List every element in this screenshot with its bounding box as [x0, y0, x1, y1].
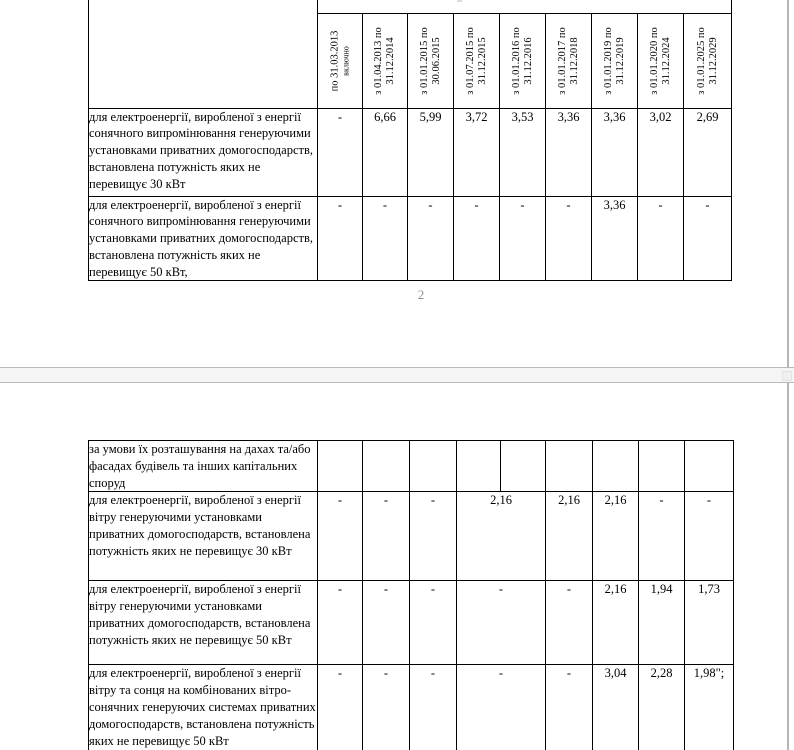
row-label: за умови їх розташування на дахах та/або фасадах будівель та інших капітальних споруд — [89, 441, 318, 492]
tariff-value-cell: 5,99 — [408, 108, 454, 196]
page-break-marker-icon — [782, 371, 792, 381]
period-line1: з 01.01.2015 по — [418, 26, 430, 95]
tariff-value-cell: - — [546, 665, 593, 750]
tariff-value-cell — [501, 441, 546, 492]
period-column-header — [684, 13, 732, 108]
document-page-2 — [0, 0, 794, 367]
page-break-gap — [0, 367, 794, 383]
clipped-header-text-fragment — [457, 0, 462, 2]
period-line1: з 01.01.2020 по — [648, 26, 660, 95]
period-column-header — [363, 13, 408, 108]
period-line2: 31.12.2019 — [614, 36, 626, 85]
period-line2: 31.12.2015 — [476, 36, 488, 85]
row-label: для електроенергії, виробленої з енергії сонячного випромінювання генеруючими установками приватних домогосподарств, встановлена потужність яких не перевищує 50 кВт, — [89, 196, 318, 281]
tariff-value-cell: - — [363, 581, 410, 665]
period-column-header — [546, 13, 592, 108]
table-title-cell — [318, 0, 732, 13]
tariff-value-cell: 3,72 — [454, 108, 500, 196]
period-line2: 31.12.2018 — [568, 36, 580, 85]
period-line1: з 01.07.2015 по — [464, 26, 476, 95]
row-label: для електроенергії, виробленої з енергії вітру та сонця на комбінованих вітро-сонячних генеруючих системах приватних домогосподарств, встановлена потужність яких не перевищує 50 кВт — [89, 665, 318, 750]
tariff-value-cell-merged: - — [457, 581, 546, 665]
tariff-value-cell: - — [685, 492, 734, 581]
period-line2: 31.12.2014 — [385, 36, 396, 85]
tariff-value-cell: - — [638, 196, 684, 281]
tariff-value-cell — [410, 441, 457, 492]
table-row — [89, 581, 734, 665]
tariff-value-cell: 2,69 — [684, 108, 732, 196]
tariff-value-cell: - — [363, 196, 408, 281]
tariff-value-cell: 1,98"; — [685, 665, 734, 750]
tariff-value-cell: - — [363, 665, 410, 750]
period-line1: по 31.03.2013 — [329, 30, 341, 91]
period-column-header — [638, 13, 684, 108]
tariff-value-cell: - — [454, 196, 500, 281]
table-row — [89, 441, 734, 492]
tariff-value-cell: - — [318, 108, 363, 196]
tariff-value-cell: - — [408, 196, 454, 281]
period-column-header — [454, 13, 500, 108]
tariff-value-cell: 1,94 — [639, 581, 685, 665]
table-row — [89, 492, 734, 581]
period-line1: з 01.01.2016 по — [510, 26, 522, 95]
page-right-edge — [787, 0, 789, 367]
tariff-table-page3 — [88, 440, 734, 750]
period-line1: з 01.01.2017 по — [556, 26, 568, 95]
tariff-value-cell: - — [639, 492, 685, 581]
tariff-value-cell — [685, 441, 734, 492]
tariff-value-cell: - — [546, 581, 593, 665]
tariff-value-cell: 6,66 — [363, 108, 408, 196]
tariff-value-cell: - — [363, 492, 410, 581]
period-line2: включно — [341, 45, 351, 76]
tariff-value-cell: - — [318, 581, 363, 665]
tariff-value-cell: - — [684, 196, 732, 281]
row-label: для електроенергії, виробленої з енергії вітру генеруючими установками приватних домогосподарств, встановлена потужність яких не перевищує 50 кВт — [89, 581, 318, 665]
row-label: для електроенергії, виробленої з енергії сонячного випромінювання генеруючими установками приватних домогосподарств, встановлена потужність яких не перевищує 30 кВт — [89, 108, 318, 196]
tariff-value-cell-merged: - — [457, 665, 546, 750]
tariff-value-cell: - — [546, 196, 592, 281]
table-row — [89, 108, 732, 196]
period-column-header — [500, 13, 546, 108]
table-row — [89, 665, 734, 750]
tariff-value-cell: - — [318, 665, 363, 750]
tariff-value-cell: - — [500, 196, 546, 281]
tariff-value-cell — [546, 441, 593, 492]
tariff-value-cell: 3,02 — [638, 108, 684, 196]
tariff-value-cell — [593, 441, 639, 492]
tariff-value-cell — [639, 441, 685, 492]
tariff-value-cell: 2,16 — [593, 581, 639, 665]
period-line2: 31.12.2029 — [707, 36, 719, 85]
document-page-3 — [0, 383, 794, 750]
period-column-header — [592, 13, 638, 108]
row-label: для електроенергії, виробленої з енергії вітру генеруючими установками приватних домогосподарств, встановлена потужність яких не перевищує 30 кВт — [89, 492, 318, 581]
period-line2: 31.12.2016 — [522, 36, 534, 85]
tariff-value-cell: - — [318, 196, 363, 281]
tariff-value-cell: 2,16 — [593, 492, 639, 581]
tariff-value-cell: 2,16 — [546, 492, 593, 581]
tariff-value-cell: - — [410, 581, 457, 665]
tariff-value-cell: 3,53 — [500, 108, 546, 196]
tariff-value-cell — [457, 441, 501, 492]
page-right-edge — [787, 383, 789, 750]
tariff-value-cell: 1,73 — [685, 581, 734, 665]
tariff-value-cell-merged: 2,16 — [457, 492, 546, 581]
tariff-value-cell — [318, 441, 363, 492]
table-corner-cell — [89, 0, 318, 108]
table-row — [89, 196, 732, 281]
tariff-value-cell: - — [318, 492, 363, 581]
tariff-value-cell: - — [410, 665, 457, 750]
tariff-value-cell: 3,36 — [546, 108, 592, 196]
page-number: 2 — [417, 287, 425, 302]
period-line2: 30.06.2015 — [430, 36, 442, 85]
period-line2: 31.12.2024 — [660, 36, 672, 85]
period-column-header — [318, 13, 363, 108]
tariff-value-cell: 3,04 — [593, 665, 639, 750]
period-line1: з 01.01.2019 по — [602, 26, 614, 95]
tariff-value-cell — [363, 441, 410, 492]
tariff-table-page2 — [88, 0, 732, 281]
tariff-value-cell: 2,28 — [639, 665, 685, 750]
tariff-value-cell: 3,36 — [592, 108, 638, 196]
tariff-value-cell: 3,36 — [592, 196, 638, 281]
tariff-value-cell: - — [410, 492, 457, 581]
period-line1: з 01.01.2025 по — [695, 26, 707, 95]
period-column-header — [408, 13, 454, 108]
period-line1: з 01.04.2013 по — [373, 26, 384, 95]
